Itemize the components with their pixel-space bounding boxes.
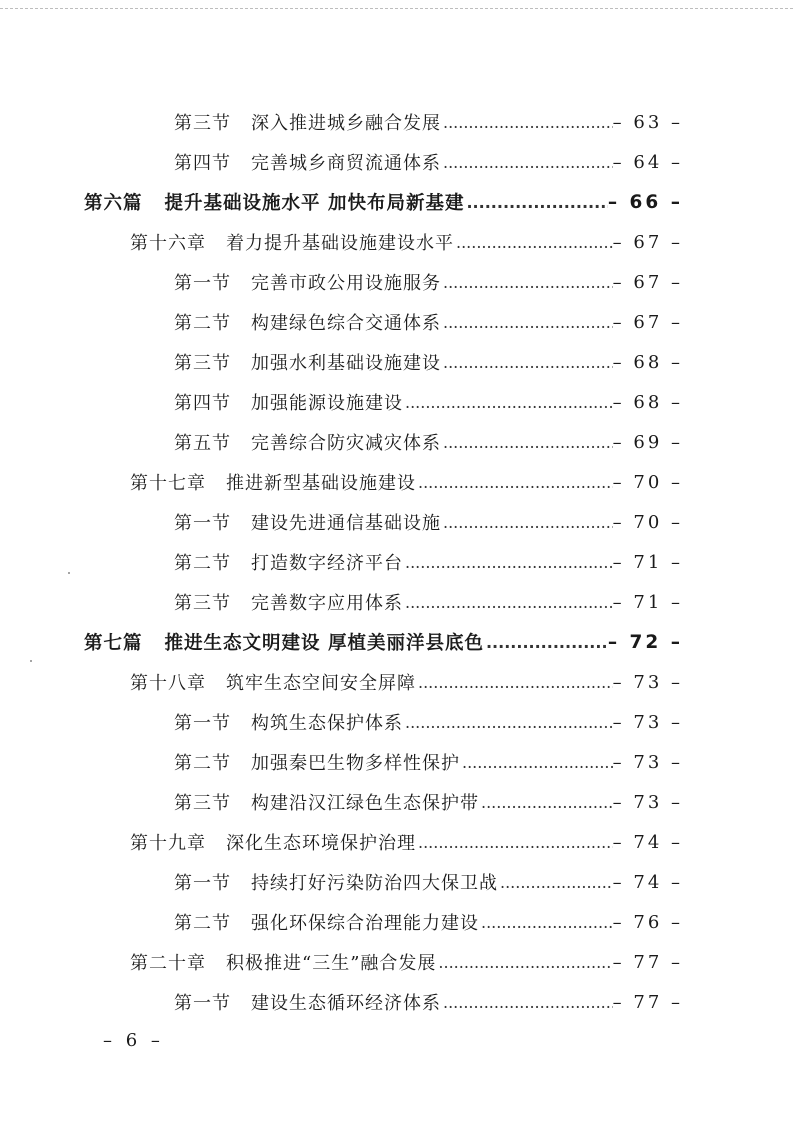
toc-entry[interactable] [0, 982, 793, 1022]
dot-leader [443, 433, 613, 452]
toc-entry-page: – 74 – [612, 831, 683, 853]
toc-entry-label: 第十六章 [130, 233, 206, 254]
toc-entry-page: – 68 – [612, 351, 683, 373]
toc-entry-title: 积极推进“三生”融合发展 [226, 953, 437, 974]
toc-entry[interactable] [0, 302, 793, 342]
toc-entry[interactable] [0, 782, 793, 822]
toc-entry-label: 第十八章 [130, 673, 206, 694]
toc-entry-label: 第三节 [174, 113, 231, 134]
toc-entry-page: – 64 – [612, 151, 683, 173]
toc-entry-title: 深入推进城乡融合发展 [251, 113, 441, 134]
toc-entry-title: 加强秦巴生物多样性保护 [251, 753, 460, 774]
toc-entry[interactable] [0, 502, 793, 542]
toc-entry-title: 构建沿汉江绿色生态保护带 [251, 793, 479, 814]
toc-entry-label: 第一节 [174, 993, 231, 1014]
toc-entry-page: – 66 – [607, 191, 683, 213]
toc-entry-label: 第四节 [174, 153, 231, 174]
dot-leader [486, 633, 608, 652]
page-number: – 6 – [103, 1030, 164, 1051]
toc-entry-page: – 73 – [612, 711, 683, 733]
toc-chapter-entry[interactable] [0, 662, 793, 702]
toc-entry[interactable] [0, 862, 793, 902]
toc-entry-title: 建设先进通信基础设施 [251, 513, 441, 534]
scan-speck [30, 660, 32, 662]
toc-entry[interactable] [0, 422, 793, 462]
toc-entry-page: – 73 – [612, 671, 683, 693]
toc-entry-title: 构建绿色综合交通体系 [251, 313, 441, 334]
toc-entry-page: – 73 – [612, 751, 683, 773]
toc-entry[interactable] [0, 142, 793, 182]
dot-leader [462, 753, 613, 772]
toc-entry-page: – 67 – [612, 311, 683, 333]
toc-entry-label: 第三节 [174, 593, 231, 614]
toc-entry-title: 打造数字经济平台 [251, 553, 403, 574]
scan-speck [68, 572, 70, 574]
toc-entry[interactable] [0, 742, 793, 782]
dot-leader [405, 393, 613, 412]
dot-leader [443, 273, 613, 292]
toc-entry-page: – 68 – [612, 391, 683, 413]
toc-entry-label: 第一节 [174, 513, 231, 534]
toc-entry-title: 加强水利基础设施建设 [251, 353, 441, 374]
toc-entry[interactable] [0, 262, 793, 302]
dot-leader [443, 113, 613, 132]
toc-entry-label: 第二节 [174, 753, 231, 774]
dot-leader [466, 193, 607, 212]
toc-entry-page: – 71 – [612, 591, 683, 613]
dot-leader [481, 793, 613, 812]
toc-entry-title: 提升基础设施水平 加快布局新基建 [164, 193, 465, 214]
dot-leader [405, 553, 613, 572]
toc-entry-label: 第二节 [174, 913, 231, 934]
toc-entry-label: 第七篇 [84, 633, 143, 654]
dot-leader [443, 153, 613, 172]
toc-entry-title: 推进新型基础设施建设 [226, 473, 416, 494]
dot-leader [405, 713, 613, 732]
dot-leader [443, 353, 613, 372]
toc-entry-label: 第二节 [174, 553, 231, 574]
toc-entry-title: 强化环保综合治理能力建设 [251, 913, 479, 934]
toc-entry[interactable] [0, 382, 793, 422]
scan-top-border [0, 8, 793, 9]
toc-entry-label: 第三节 [174, 353, 231, 374]
dot-leader [500, 873, 613, 892]
toc-entry-title: 推进生态文明建设 厚植美丽洋县底色 [164, 633, 484, 654]
toc-entry-title: 持续打好污染防治四大保卫战 [251, 873, 498, 894]
dot-leader [438, 953, 612, 972]
toc-chapter-entry[interactable] [0, 822, 793, 862]
toc-entry-title: 加强能源设施建设 [251, 393, 403, 414]
toc-entry-page: – 74 – [612, 871, 683, 893]
toc-entry-page: – 77 – [612, 951, 683, 973]
toc-entry-page: – 76 – [612, 911, 683, 933]
toc-entry-title: 完善数字应用体系 [251, 593, 403, 614]
dot-leader [456, 233, 613, 252]
toc-entry[interactable] [0, 342, 793, 382]
toc-chapter-entry[interactable] [0, 222, 793, 262]
toc-entry-page: – 63 – [612, 111, 683, 133]
toc-entry-page: – 67 – [612, 231, 683, 253]
toc-entry-title: 筑牢生态空间安全屏障 [226, 673, 416, 694]
toc-entry-label: 第一节 [174, 713, 231, 734]
toc-entry-title: 着力提升基础设施建设水平 [226, 233, 454, 254]
toc-entry-page: – 72 – [607, 631, 683, 653]
toc-entry-label: 第十九章 [130, 833, 206, 854]
toc-chapter-entry[interactable] [0, 942, 793, 982]
toc-entry[interactable] [0, 902, 793, 942]
toc-entry-page: – 73 – [612, 791, 683, 813]
toc-entry-page: – 70 – [612, 511, 683, 533]
dot-leader [443, 313, 613, 332]
toc-entry-label: 第五节 [174, 433, 231, 454]
toc-entry-page: – 71 – [612, 551, 683, 573]
toc-entry-title: 建设生态循环经济体系 [251, 993, 441, 1014]
toc-entry-page: – 69 – [612, 431, 683, 453]
toc-entry-title: 完善城乡商贸流通体系 [251, 153, 441, 174]
dot-leader [481, 913, 613, 932]
toc-entry[interactable] [0, 702, 793, 742]
toc-entry-page: – 67 – [612, 271, 683, 293]
toc-entry-label: 第一节 [174, 273, 231, 294]
toc-entry[interactable] [0, 542, 793, 582]
dot-leader [405, 593, 613, 612]
toc-entry[interactable] [0, 582, 793, 622]
toc-entry-label: 第十七章 [130, 473, 206, 494]
toc-entry-title: 构筑生态保护体系 [251, 713, 403, 734]
toc-entry-page: – 77 – [612, 991, 683, 1013]
toc-entry-page: – 70 – [612, 471, 683, 493]
toc-entry-label: 第三节 [174, 793, 231, 814]
toc-entry[interactable] [0, 102, 793, 142]
dot-leader [418, 473, 613, 492]
toc-entry-label: 第六篇 [84, 193, 143, 214]
toc-chapter-entry[interactable] [0, 462, 793, 502]
toc-entry-title: 深化生态环境保护治理 [226, 833, 416, 854]
toc-entry-title: 完善市政公用设施服务 [251, 273, 441, 294]
toc-part-entry[interactable] [0, 622, 793, 662]
dot-leader [443, 993, 613, 1012]
toc-entry-title: 完善综合防灾减灾体系 [251, 433, 441, 454]
dot-leader [418, 833, 613, 852]
dot-leader [443, 513, 613, 532]
dot-leader [418, 673, 613, 692]
toc-entry-label: 第二十章 [130, 953, 206, 974]
toc-entry-label: 第二节 [174, 313, 231, 334]
toc-entry-label: 第四节 [174, 393, 231, 414]
toc-part-entry[interactable] [0, 182, 793, 222]
toc-entry-label: 第一节 [174, 873, 231, 894]
